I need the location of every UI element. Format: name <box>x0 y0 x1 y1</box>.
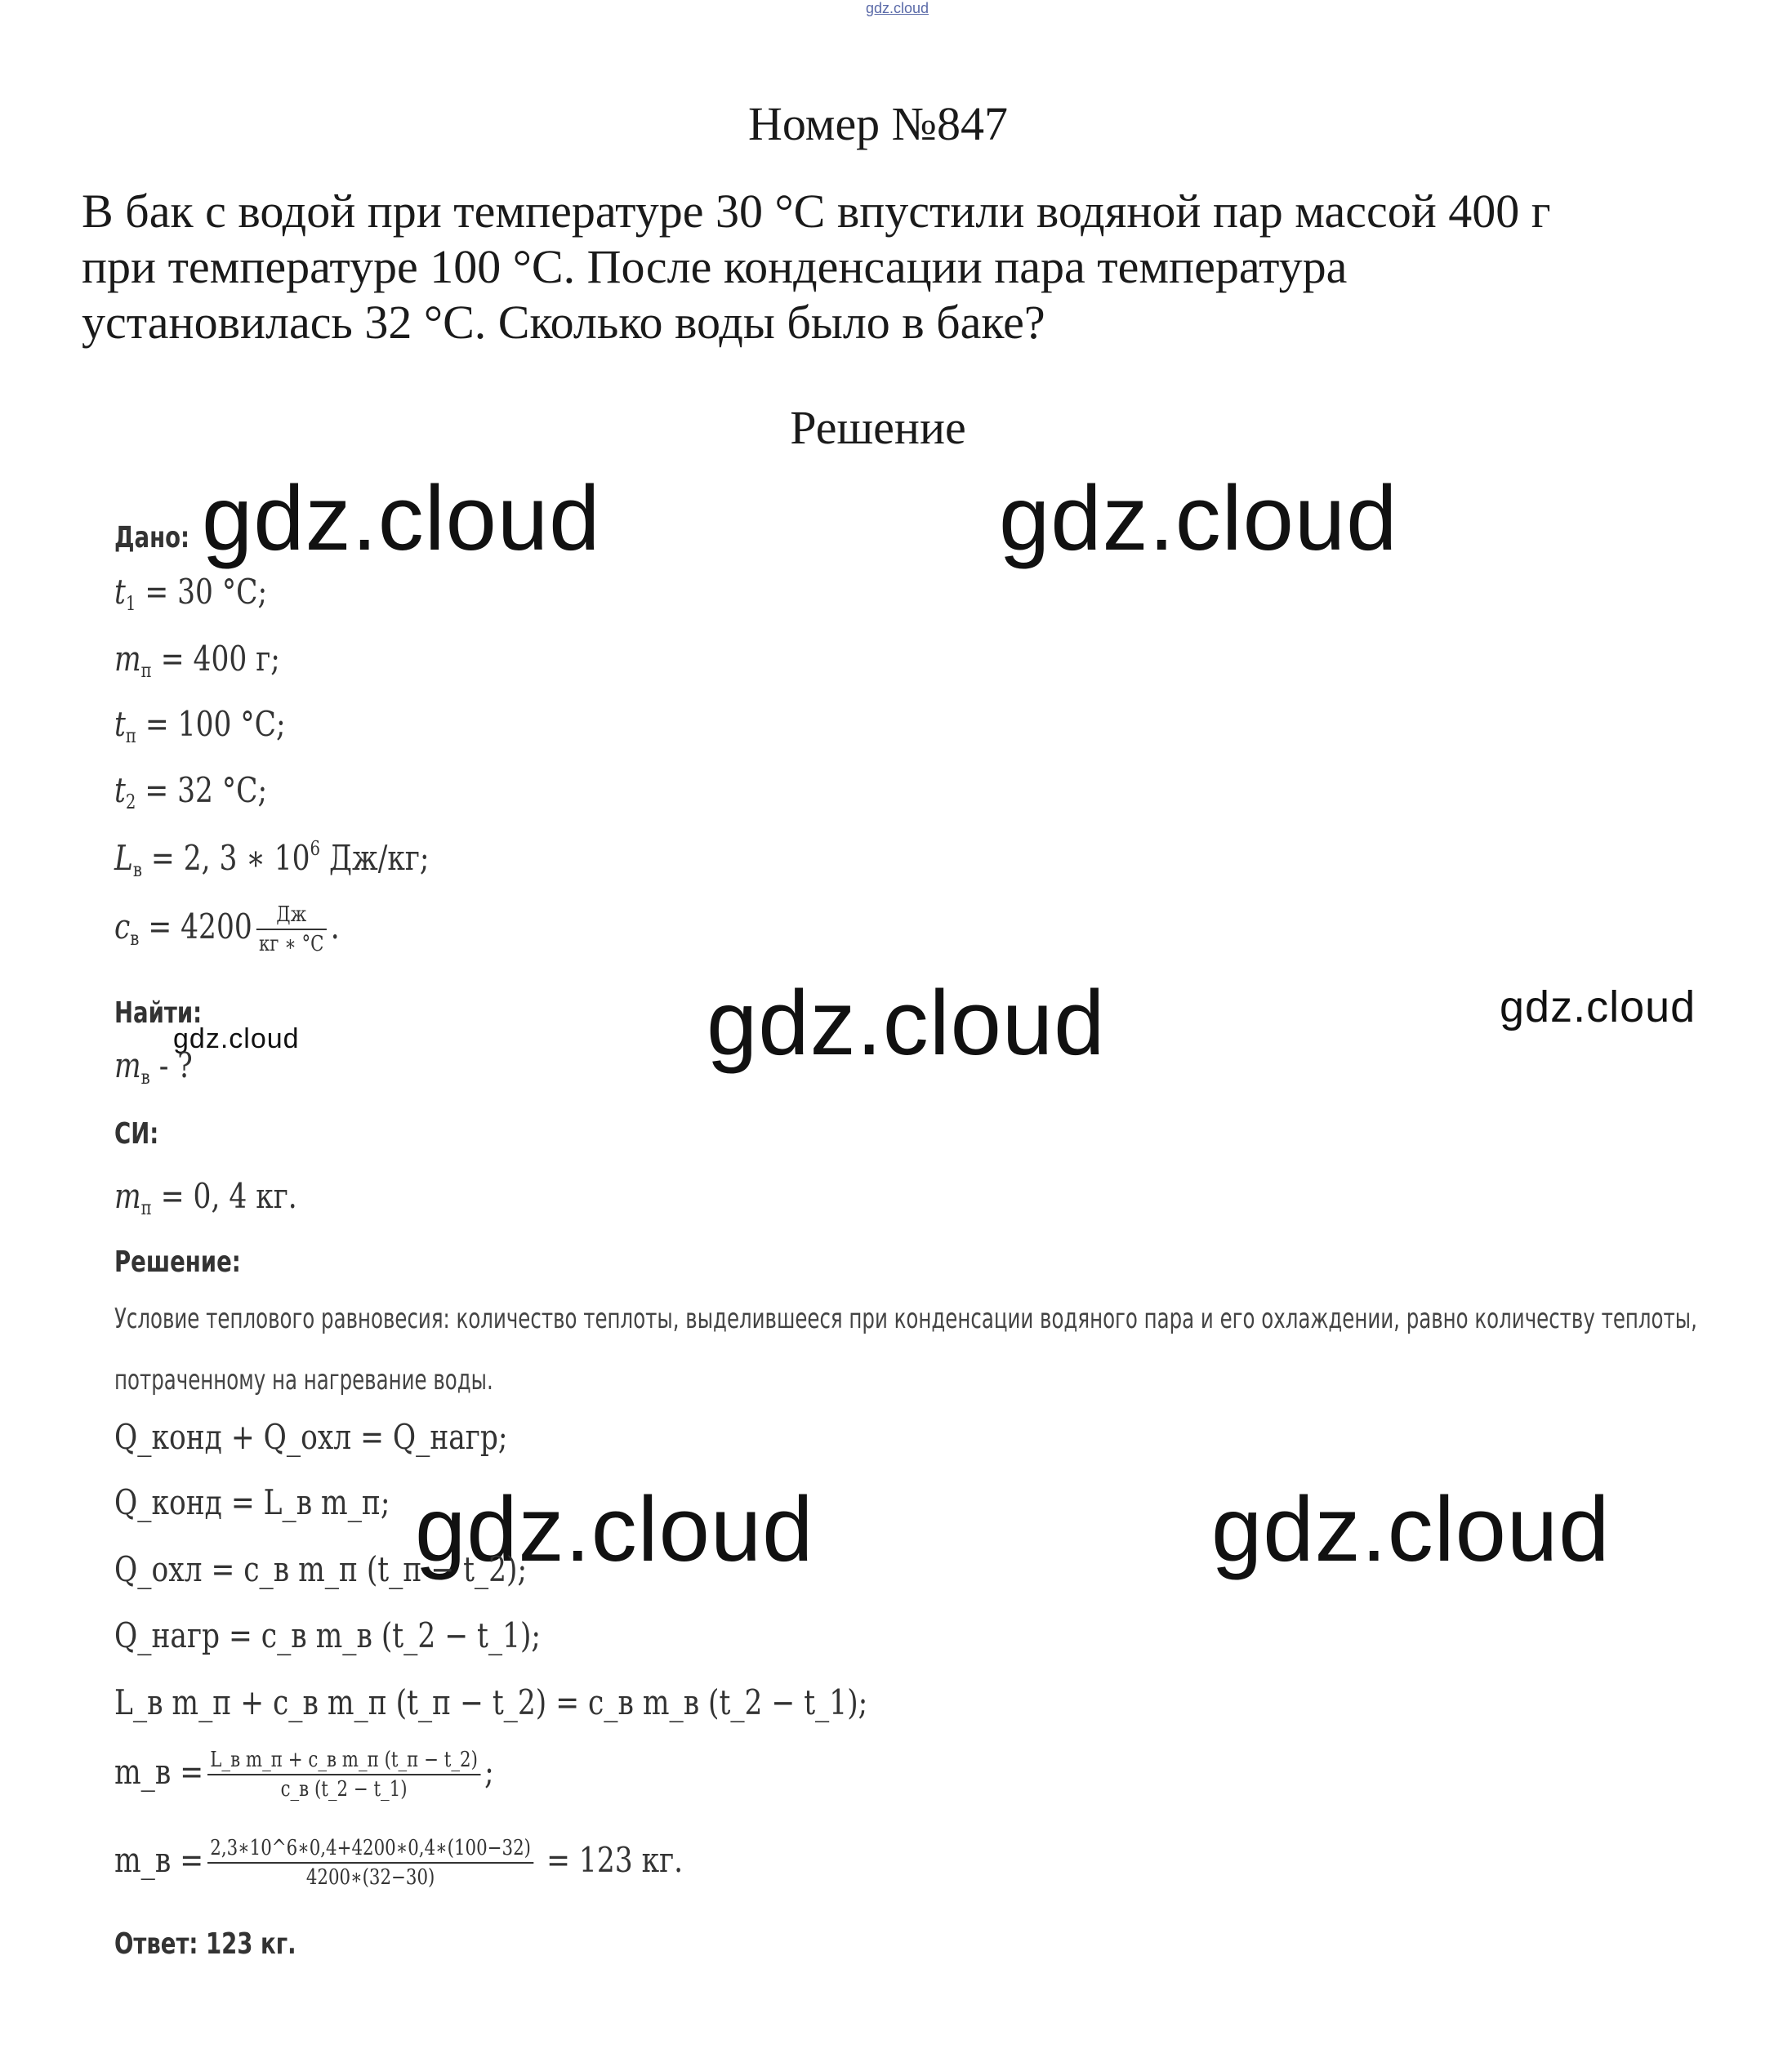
site-link[interactable]: gdz.cloud <box>866 0 929 16</box>
si-mp: $m_п = 0$, 4 кг. <box>114 1176 297 1219</box>
equation-7-fraction: $\frac{2,3∗10\^{}6∗0,4+4200∗0,4∗(100-32)}{4200∗(32-30)}$ <box>207 1836 533 1890</box>
problem-line-3: установилась 32 °С. Сколько воды было в баке? <box>82 296 1045 349</box>
solution-label: Решение: <box>114 1245 241 1279</box>
given-t2: $t_2 = 32$ °С; <box>114 770 268 813</box>
given-cv: $c_в = 4200$ $\frac{Дж}{кг ∗ ^\circ С}$ . <box>114 902 340 956</box>
equation-3: Q_охл = c_в m_п (t_п − t_2); <box>114 1549 528 1589</box>
find-label: Найти: <box>114 996 203 1030</box>
equation-2: Q_конд = L_в m_п; <box>114 1482 390 1522</box>
watermark-4: gdz.cloud <box>1500 982 1696 1031</box>
given-Lv: $L_в = 2$, 3 ∗ $10^6$ Дж/кг; <box>114 837 430 881</box>
given-label: Дано: <box>114 521 190 555</box>
problem-line-1: В бак с водой при температуре 30 °С впустили водяной пар массой 400 г <box>82 185 1551 238</box>
given-t1: $t_1 = 30$ °С; <box>114 572 268 615</box>
watermark-5: gdz.cloud <box>173 1023 300 1054</box>
solution-text-2: потраченному на нагревание воды. <box>114 1364 493 1397</box>
si-label: СИ: <box>114 1117 159 1151</box>
equation-5: L_в m_п + c_в m_п (t_п − t_2) = c_в m_в (t_2 − t_1); <box>114 1682 868 1722</box>
equation-1: Q_конд + Q_охл = Q_нагр; <box>114 1417 508 1457</box>
watermark-3: gdz.cloud <box>707 972 1106 1074</box>
watermark-2: gdz.cloud <box>999 467 1398 569</box>
given-cv-fraction: $\frac{Дж}{кг ∗ ^\circ С}$ <box>256 902 327 956</box>
solution-text-1: Условие теплового равновесия: количество теплоты, выделившееся при конденсации водяного пара и его охлаждении, равно количеству теплоты, <box>114 1303 1697 1335</box>
equation-7: m_в = $\frac{2,3∗10\^{}6∗0,4+4200∗0,4∗(100-32)}{4200∗(32-30)}$ = 123 кг. <box>114 1836 684 1890</box>
page-title: Номер №847 <box>747 97 1009 150</box>
equation-6: m_в = $\frac{\text{L\_в m\_п + c\_в m\_п (t\_п − t\_2)}}{c\_в (t\_2 - t\_1)}$ ; <box>114 1748 494 1802</box>
problem-line-2: при температуре 100 °С. После конденсации пара температура <box>82 240 1348 293</box>
equation-6-fraction: $\frac{\text{L\_в m\_п + c\_в m\_п (t\_п − t\_2)}}{c\_в (t\_2 - t\_1)}$ <box>207 1748 480 1802</box>
given-tp: $t_п = 100$ °С; <box>114 704 286 747</box>
find-mv: $m_в$ - ? <box>114 1045 193 1089</box>
problem-text <box>82 184 1715 350</box>
watermark-7: gdz.cloud <box>1211 1478 1611 1580</box>
watermark-6: gdz.cloud <box>415 1478 814 1580</box>
solution-heading: Решение <box>790 401 966 454</box>
equation-4: Q_нагр = c_в m_в (t_2 − t_1); <box>114 1615 542 1655</box>
watermark-1: gdz.cloud <box>202 467 601 569</box>
answer: Ответ: 123 кг. <box>114 1927 296 1961</box>
given-mp: $m_п = 400$ г; <box>114 639 280 682</box>
